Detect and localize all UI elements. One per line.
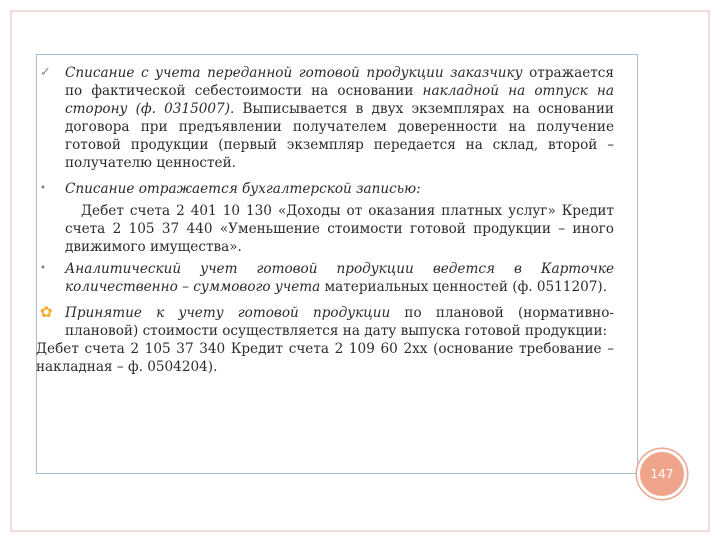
checkmark-icon: ✓	[40, 65, 51, 80]
bullet-dot-icon: •	[40, 263, 46, 274]
acceptance-text: по плановой (нормативно-плановой) стоимости осуществляется на дату выпуска готовой продукции:	[65, 305, 614, 339]
paragraph-writeoff	[40, 64, 614, 172]
analytics-lead: Аналитический учет готовой продукции ведется в Карточке количественно – суммового учета	[65, 261, 614, 295]
paragraph-acceptance	[40, 304, 614, 340]
paragraph-entry-debit	[40, 202, 614, 256]
paragraph-entry-intro	[40, 180, 614, 198]
paragraph-entry-accept	[36, 340, 614, 376]
writeoff-basis: отражается по фактической себестоимости на основании	[65, 65, 614, 99]
analytics-form: материальных ценностей (ф. 0511207).	[320, 279, 608, 295]
writeoff-details: . Выписывается в двух экземплярах на основании договора при предъявлении получателем доверенности на получение готовой продукции (первый экземпляр передается на склад, второй – получателю ценностей.	[65, 101, 614, 171]
bullet-dot-icon: •	[40, 183, 46, 194]
entry-debit-text: Дебет счета 2 401 10 130 «Доходы от оказания платных услуг» Кредит счета 2 105 37 440 «Уменьшение стоимости готовой продукции – иного движимого имущества».	[65, 203, 614, 255]
acceptance-lead: Принятие к учету готовой продукции	[65, 305, 391, 321]
entry-intro-text: Списание отражается бухгалтерской записью:	[65, 181, 421, 197]
paragraph-analytics	[40, 260, 614, 296]
entry-accept-text: Дебет счета 2 105 37 340 Кредит счета 2 109 60 2хх (основание требование – накладная – ф. 0504204).	[36, 341, 614, 375]
page-number-badge: 147	[637, 449, 687, 499]
slide-text	[36, 64, 614, 376]
writeoff-invoice: накладной на отпуск на сторону (ф. 0315007)	[65, 83, 614, 117]
flower-bullet-icon: ✿	[40, 303, 53, 321]
writeoff-lead: Списание с учета переданной готовой продукции заказчику	[65, 65, 523, 81]
